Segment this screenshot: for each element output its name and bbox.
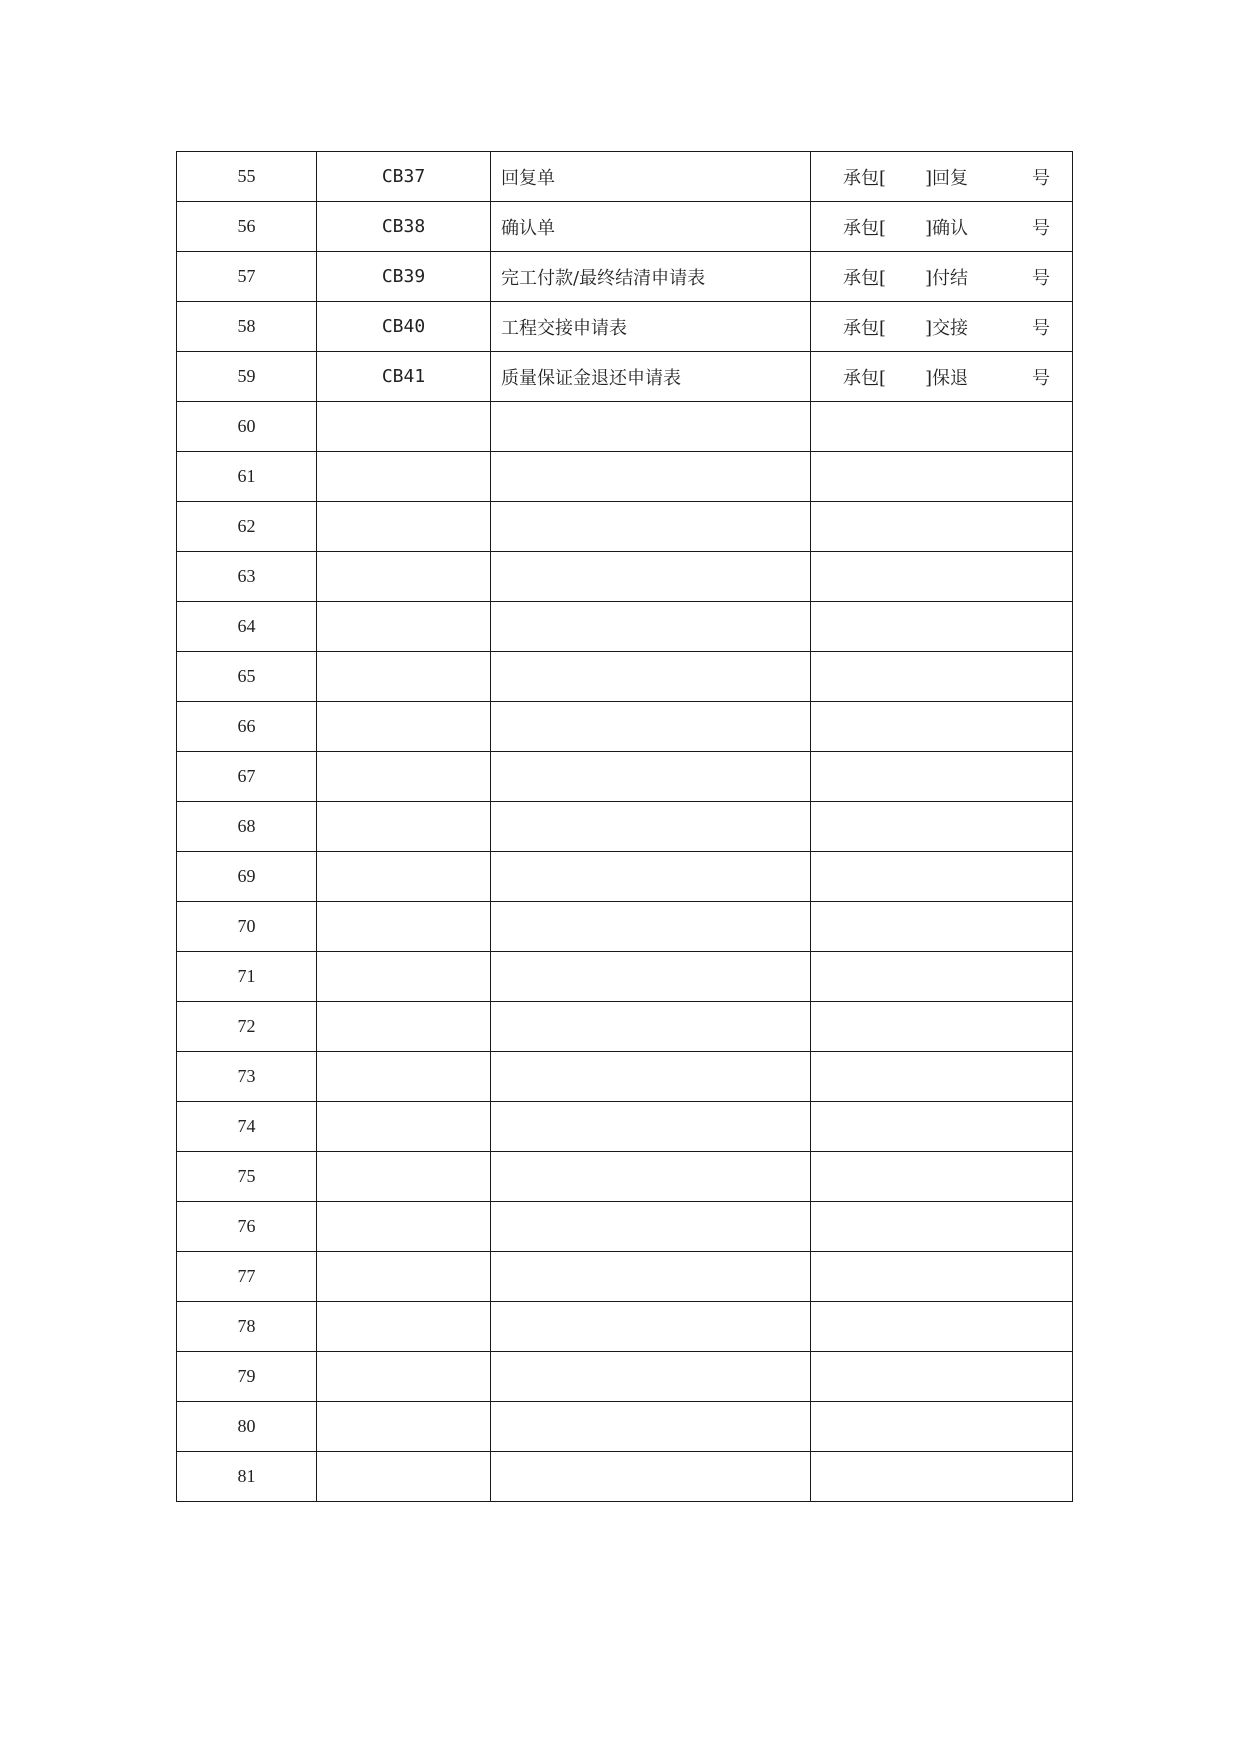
table-row [177,1052,1073,1102]
row-number: 55 [177,152,317,202]
form-name: 完工付款/最终结清申请表 [491,252,811,302]
reference-prefix: 承包[ [843,167,887,189]
form-reference [811,502,1073,552]
row-number: 62 [177,502,317,552]
reference-type: ]保退 [925,367,969,389]
table-row [177,602,1073,652]
row-number: 78 [177,1302,317,1352]
row-number: 56 [177,202,317,252]
form-code [317,502,491,552]
table-row [177,802,1073,852]
form-code [317,402,491,452]
table-row [177,852,1073,902]
form-reference [811,352,1073,402]
row-number: 60 [177,402,317,452]
form-code [317,1152,491,1202]
table-row [177,1302,1073,1352]
table-row [177,902,1073,952]
table-row [177,302,1073,352]
form-code [317,1102,491,1152]
form-reference [811,752,1073,802]
reference-prefix: 承包[ [843,267,887,289]
form-reference [811,952,1073,1002]
form-reference [811,152,1073,202]
table-row [177,202,1073,252]
form-code [317,1302,491,1352]
row-number: 71 [177,952,317,1002]
reference-suffix: 号 [1032,267,1050,289]
form-name [491,1252,811,1302]
reference-suffix: 号 [1032,217,1050,239]
form-reference [811,1102,1073,1152]
form-name [491,952,811,1002]
form-code: CB38 [317,202,491,252]
row-number: 59 [177,352,317,402]
form-name: 回复单 [491,152,811,202]
form-code: CB40 [317,302,491,352]
table-row [177,452,1073,502]
form-reference [811,252,1073,302]
reference-prefix: 承包[ [843,317,887,339]
form-reference [811,302,1073,352]
form-code [317,952,491,1002]
reference-suffix: 号 [1032,367,1050,389]
form-code: CB37 [317,152,491,202]
reference-type: ]回复 [925,167,969,189]
table-row [177,702,1073,752]
form-code [317,1002,491,1052]
table-row [177,952,1073,1002]
row-number: 68 [177,802,317,852]
table-row [177,1002,1073,1052]
form-name [491,1102,811,1152]
row-number: 72 [177,1002,317,1052]
form-code [317,1252,491,1302]
reference-type: ]交接 [925,317,969,339]
table-row [177,1252,1073,1302]
form-reference [811,1052,1073,1102]
reference-suffix: 号 [1032,167,1050,189]
form-name [491,702,811,752]
table-row [177,502,1073,552]
form-reference [811,1302,1073,1352]
form-code [317,852,491,902]
table-row [177,1452,1073,1502]
row-number: 67 [177,752,317,802]
row-number: 63 [177,552,317,602]
form-reference [811,1002,1073,1052]
row-number: 70 [177,902,317,952]
table-row [177,152,1073,202]
table-row [177,1102,1073,1152]
form-name [491,452,811,502]
row-number: 58 [177,302,317,352]
reference-suffix: 号 [1032,317,1050,339]
form-reference [811,402,1073,452]
form-name: 工程交接申请表 [491,302,811,352]
form-code [317,902,491,952]
table-row [177,1152,1073,1202]
table-row [177,252,1073,302]
row-number: 77 [177,1252,317,1302]
form-reference [811,1152,1073,1202]
reference-type: ]确认 [925,217,969,239]
table-row [177,1352,1073,1402]
form-code [317,652,491,702]
form-code [317,1202,491,1252]
form-name [491,402,811,452]
form-name [491,1002,811,1052]
form-code [317,1452,491,1502]
row-number: 64 [177,602,317,652]
reference-type: ]付结 [925,267,969,289]
form-register-table [176,151,1073,1502]
table-row [177,1402,1073,1452]
form-reference [811,1202,1073,1252]
form-code [317,452,491,502]
reference-prefix: 承包[ [843,217,887,239]
form-name [491,752,811,802]
register-table-body [177,152,1073,1502]
row-number: 73 [177,1052,317,1102]
form-reference [811,552,1073,602]
form-code [317,1352,491,1402]
row-number: 65 [177,652,317,702]
table-row [177,352,1073,402]
form-reference [811,1352,1073,1402]
form-reference [811,652,1073,702]
form-reference [811,1452,1073,1502]
row-number: 69 [177,852,317,902]
form-code: CB41 [317,352,491,402]
form-reference [811,702,1073,752]
form-reference [811,852,1073,902]
form-name [491,602,811,652]
form-reference [811,602,1073,652]
table-row [177,652,1073,702]
form-code [317,752,491,802]
form-name [491,1352,811,1402]
form-name [491,1202,811,1252]
form-name [491,1052,811,1102]
form-name: 质量保证金退还申请表 [491,352,811,402]
form-code: CB39 [317,252,491,302]
form-code [317,1052,491,1102]
form-code [317,702,491,752]
table-row [177,552,1073,602]
row-number: 76 [177,1202,317,1252]
form-name [491,502,811,552]
form-name [491,902,811,952]
row-number: 79 [177,1352,317,1402]
form-code [317,602,491,652]
form-reference [811,202,1073,252]
form-name [491,652,811,702]
form-name: 确认单 [491,202,811,252]
form-name [491,1152,811,1202]
row-number: 66 [177,702,317,752]
form-name [491,1402,811,1452]
form-name [491,802,811,852]
row-number: 74 [177,1102,317,1152]
table-row [177,752,1073,802]
form-code [317,552,491,602]
row-number: 61 [177,452,317,502]
form-name [491,1452,811,1502]
form-code [317,1402,491,1452]
form-name [491,1302,811,1352]
row-number: 81 [177,1452,317,1502]
form-name [491,852,811,902]
form-code [317,802,491,852]
row-number: 80 [177,1402,317,1452]
reference-prefix: 承包[ [843,367,887,389]
form-reference [811,452,1073,502]
form-reference [811,1402,1073,1452]
table-row [177,1202,1073,1252]
row-number: 75 [177,1152,317,1202]
form-reference [811,802,1073,852]
form-reference [811,902,1073,952]
form-reference [811,1252,1073,1302]
form-name [491,552,811,602]
table-row [177,402,1073,452]
row-number: 57 [177,252,317,302]
